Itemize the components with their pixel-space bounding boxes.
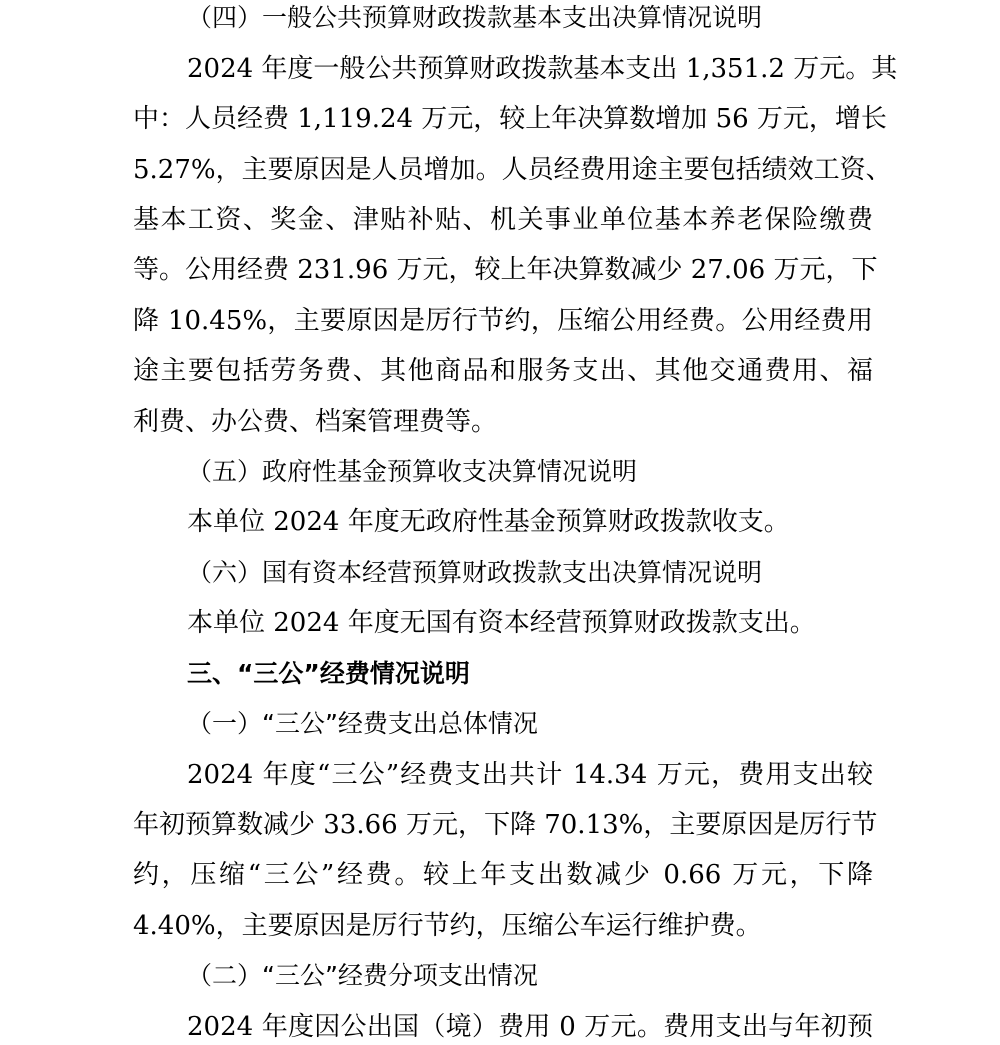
section-heading-2: （二）“三公”经费分项支出情况 (187, 961, 538, 990)
paragraph-line: 2024 年度因公出国（境）费用 0 万元。费用支出与年初预 (187, 1012, 873, 1042)
paragraph-line: 本单位 2024 年度无政府性基金预算财政拨款收支。 (187, 507, 790, 537)
paragraph-line: 4.40%，主要原因是厉行节约，压缩公车运行维护费。 (133, 911, 762, 941)
section-heading-4: （四）一般公共预算财政拨款基本支出决算情况说明 (187, 3, 763, 32)
paragraph-line: 基本工资、奖金、津贴补贴、机关事业单位基本养老保险缴费 (133, 205, 873, 235)
paragraph-line: 利费、办公费、档案管理费等。 (133, 407, 498, 437)
paragraph-line: 2024 年度一般公共预算财政拨款基本支出 1,351.2 万元。其 (187, 54, 898, 84)
section-heading-5: （五）政府性基金预算收支决算情况说明 (187, 457, 638, 486)
paragraph-line: 等。公用经费 231.96 万元，较上年决算数减少 27.06 万元，下 (133, 255, 878, 285)
paragraph-line: 5.27%，主要原因是人员增加。人员经费用途主要包括绩效工资、 (133, 155, 892, 185)
paragraph-line: 中：人员经费 1,119.24 万元，较上年决算数增加 56 万元，增长 (133, 104, 887, 134)
paragraph-line: 本单位 2024 年度无国有资本经营预算财政拨款支出。 (187, 608, 816, 638)
paragraph-line: 途主要包括劳务费、其他商品和服务支出、其他交通费用、福 (133, 356, 873, 386)
section-heading-6: （六）国有资本经营预算财政拨款支出决算情况说明 (187, 558, 763, 587)
paragraph-line: 年初预算数减少 33.66 万元，下降 70.13%，主要原因是厉行节 (133, 810, 878, 840)
section-heading-1: （一）“三公”经费支出总体情况 (187, 709, 538, 738)
paragraph-line: 约，压缩“三公”经费。较上年支出数减少 0.66 万元，下降 (133, 860, 873, 890)
chapter-heading-3: 三、“三公”经费情况说明 (187, 659, 470, 688)
paragraph-line: 降 10.45%，主要原因是厉行节约，压缩公用经费。公用经费用 (133, 306, 873, 336)
paragraph-line: 2024 年度“三公”经费支出共计 14.34 万元，费用支出较 (187, 760, 873, 790)
